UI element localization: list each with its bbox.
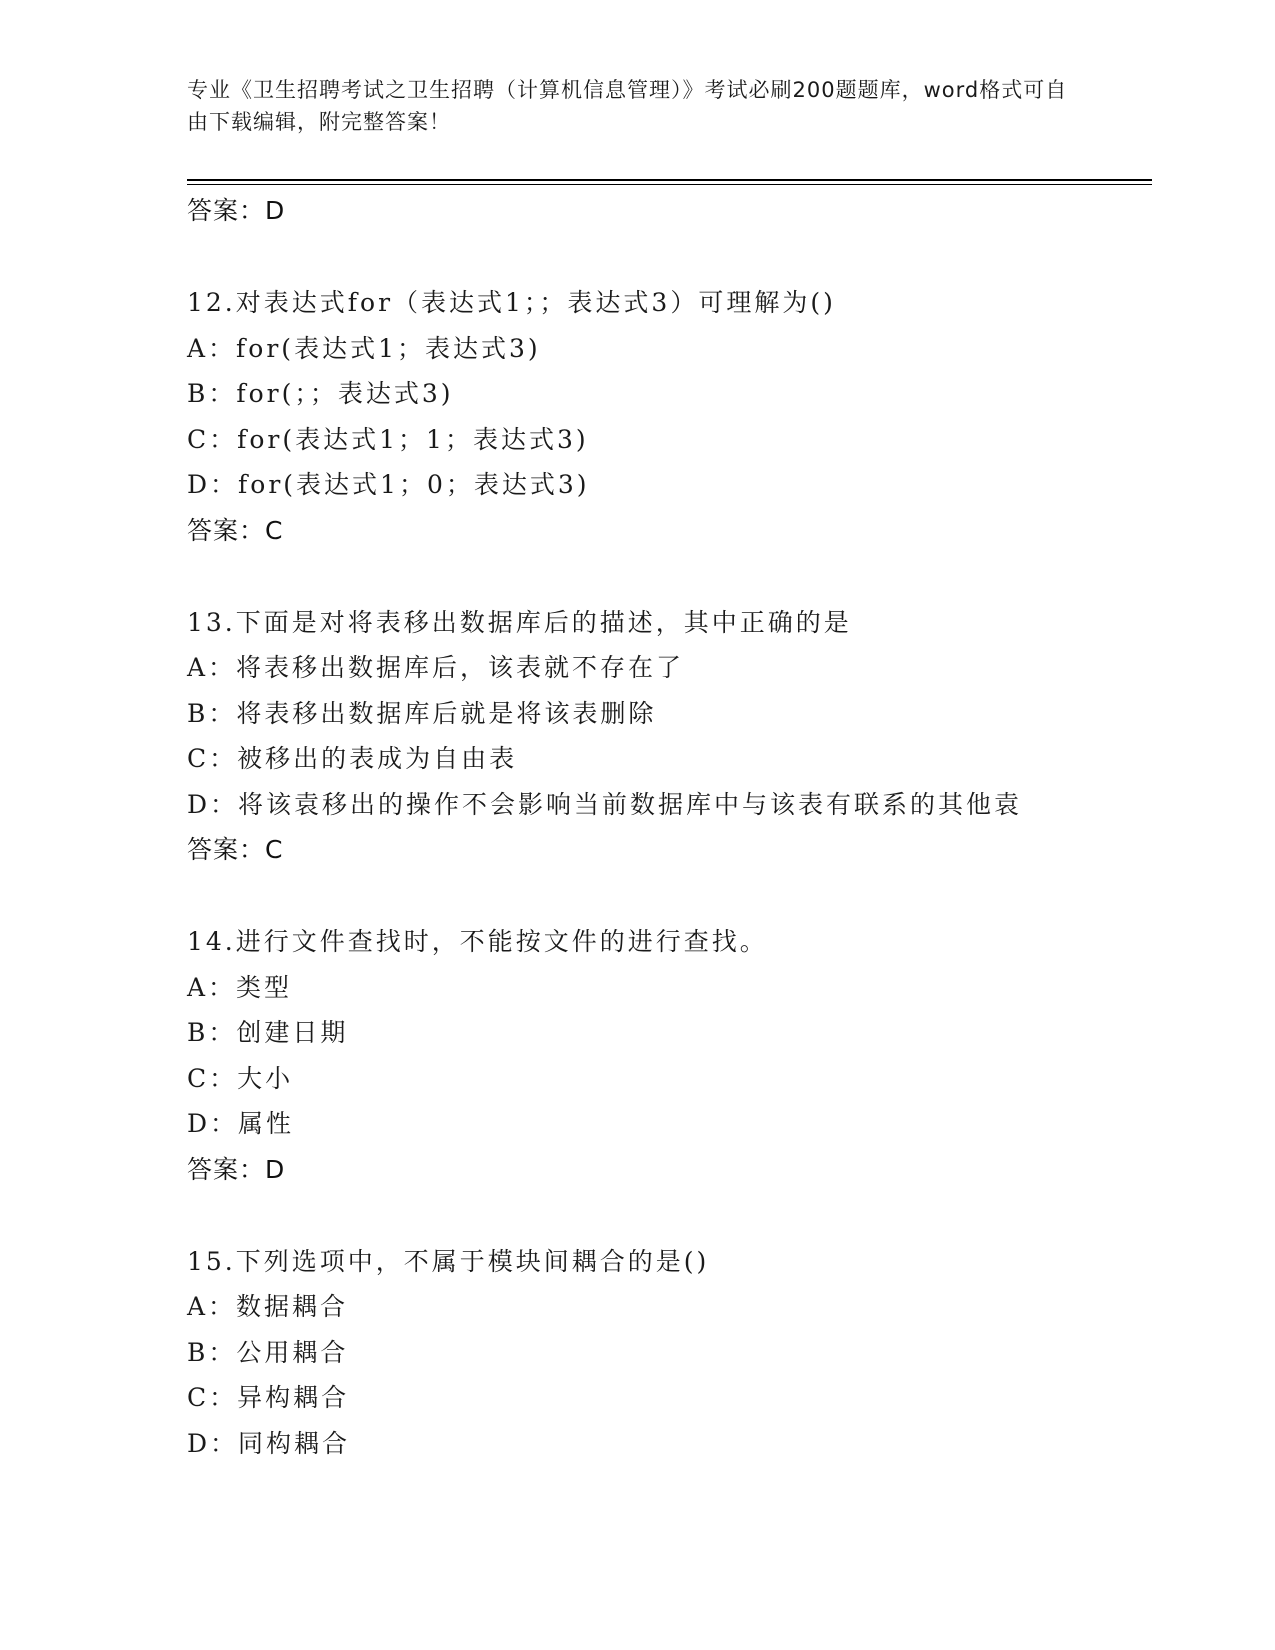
document-header: 专业《卫生招聘考试之卫生招聘（计算机信息管理）》考试必刷200题题库，word格式可自由下载编辑，附完整答案！ <box>187 78 1068 134</box>
header-rule-thin <box>187 184 1152 185</box>
option-a: A：将表移出数据库后，该表就不存在了 <box>187 653 685 682</box>
question-block-15 <box>187 1239 1147 1467</box>
option-c: C：被移出的表成为自由表 <box>187 744 518 773</box>
answer-line: 答案：C <box>187 835 284 864</box>
question-block-12 <box>187 280 1147 553</box>
option-c: C：for(表达式1；1；表达式3) <box>187 424 589 454</box>
question-text: 12.对表达式for（表达式1；；表达式3）可理解为() <box>187 288 836 317</box>
spacer <box>187 872 1147 919</box>
spacer <box>187 1192 1147 1239</box>
option-d: D：for(表达式1；0；表达式3) <box>187 470 590 499</box>
option-b: B：公用耦合 <box>187 1337 349 1367</box>
answer-line: 答案：D <box>187 196 286 225</box>
option-b: B：for(；；表达式3) <box>187 379 454 408</box>
option-d: D：将该袁移出的操作不会影响当前数据库中与该表有联系的其他袁 <box>187 789 1023 819</box>
question-block-14 <box>187 919 1147 1192</box>
answer-line: 答案：D <box>187 1154 286 1184</box>
header-rule-thick <box>187 179 1152 181</box>
question-list <box>187 188 1147 1466</box>
answer-line: 答案：C <box>187 515 284 545</box>
question-text: 15.下列选项中，不属于模块间耦合的是() <box>187 1246 710 1276</box>
option-d: D：同构耦合 <box>187 1428 351 1458</box>
option-b: B：将表移出数据库后就是将该表删除 <box>187 698 657 728</box>
option-a: A：数据耦合 <box>187 1292 349 1321</box>
question-text: 14.进行文件查找时，不能按文件的进行查找。 <box>187 927 768 956</box>
question-block-13 <box>187 600 1147 873</box>
option-d: D：属性 <box>187 1109 295 1138</box>
spacer <box>187 553 1147 600</box>
option-c: C：大小 <box>187 1063 294 1093</box>
spacer <box>187 233 1147 280</box>
option-a: A：类型 <box>187 972 293 1002</box>
option-b: B：创建日期 <box>187 1018 349 1047</box>
option-c: C：异构耦合 <box>187 1383 350 1412</box>
option-a: A：for(表达式1；表达式3) <box>187 333 541 363</box>
question-text: 13.下面是对将表移出数据库后的描述，其中正确的是 <box>187 607 852 637</box>
